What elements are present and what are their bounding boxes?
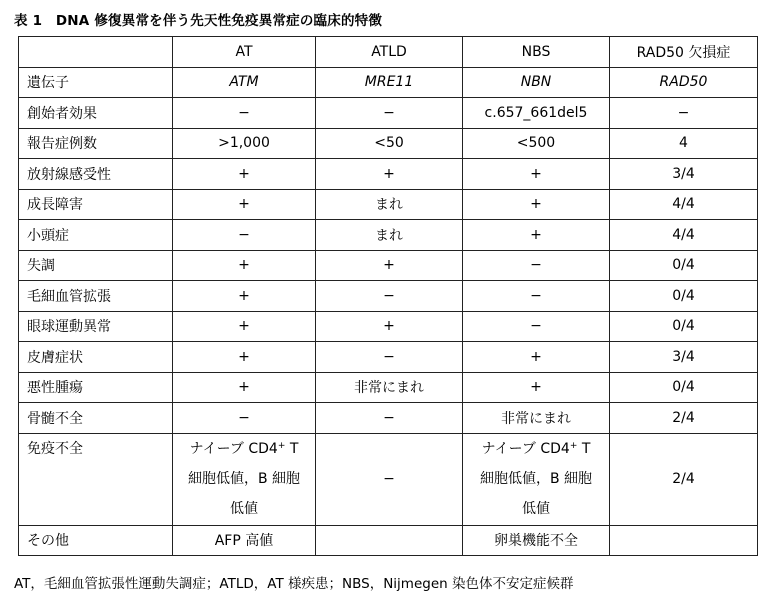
cell-nbs: − xyxy=(463,311,610,342)
table-row xyxy=(19,311,758,342)
cell-rad50: − xyxy=(610,98,758,129)
table-row xyxy=(19,342,758,373)
table-row xyxy=(19,250,758,281)
immuno-at-line3: 低値 xyxy=(230,501,258,517)
cell-nbs: − xyxy=(463,281,610,312)
cell-at: + xyxy=(173,250,316,281)
cell-atld: − xyxy=(316,403,463,434)
table-row xyxy=(19,189,758,220)
table-row xyxy=(19,98,758,129)
cell-at: + xyxy=(173,159,316,190)
table-footnote: AT，毛細血管拡張性運動失調症；ATLD，AT 様疾患；NBS，Nijmegen 染色体不安定症候群 xyxy=(14,576,574,592)
cell-rad50: 0/4 xyxy=(610,372,758,403)
cell-nbs: + xyxy=(463,220,610,251)
immuno-at-line1: ナイーブ CD4+ T xyxy=(189,441,299,457)
cell-atld: − xyxy=(316,98,463,129)
row-label: 毛細血管拡張 xyxy=(19,281,173,312)
table-row xyxy=(19,67,758,98)
cell-atld: − xyxy=(316,281,463,312)
cell-at xyxy=(173,433,316,525)
cell-nbs: + xyxy=(463,342,610,373)
table-row xyxy=(19,281,758,312)
cell-atld: まれ xyxy=(316,189,463,220)
cell-at: AFP 高値 xyxy=(173,525,316,556)
row-label: 失調 xyxy=(19,250,173,281)
cell-rad50: 4/4 xyxy=(610,189,758,220)
row-label: 小頭症 xyxy=(19,220,173,251)
table-row xyxy=(19,220,758,251)
header-nbs: NBS xyxy=(463,37,610,68)
cell-at: − xyxy=(173,220,316,251)
row-label: 放射線感受性 xyxy=(19,159,173,190)
cell-nbs: + xyxy=(463,189,610,220)
cell-nbs: c.657_661del5 xyxy=(463,98,610,129)
table-row xyxy=(19,159,758,190)
cell-rad50: 0/4 xyxy=(610,281,758,312)
row-label: 皮膚症状 xyxy=(19,342,173,373)
table-row-immunodeficiency xyxy=(19,433,758,525)
cell-atld: + xyxy=(316,250,463,281)
row-label: 報告症例数 xyxy=(19,128,173,159)
cell-rad50: 2/4 xyxy=(610,433,758,525)
table-row xyxy=(19,403,758,434)
header-at: AT xyxy=(173,37,316,68)
header-blank xyxy=(19,37,173,68)
row-label: 遺伝子 xyxy=(19,67,173,98)
cell-nbs: + xyxy=(463,159,610,190)
cell-nbs: + xyxy=(463,372,610,403)
cell-rad50: RAD50 xyxy=(610,67,758,98)
cell-at: + xyxy=(173,342,316,373)
cell-nbs: NBN xyxy=(463,67,610,98)
cell-atld: − xyxy=(316,433,463,525)
row-label: 眼球運動異常 xyxy=(19,311,173,342)
cell-at: + xyxy=(173,281,316,312)
immuno-nbs-line3: 低値 xyxy=(522,501,550,517)
clinical-features-table xyxy=(18,36,758,556)
table-row xyxy=(19,128,758,159)
cell-atld xyxy=(316,525,463,556)
row-label: 免疫不全 xyxy=(19,433,173,525)
cell-rad50 xyxy=(610,525,758,556)
table-row-other xyxy=(19,525,758,556)
cell-rad50: 0/4 xyxy=(610,250,758,281)
cell-atld: 非常にまれ xyxy=(316,372,463,403)
table-row xyxy=(19,372,758,403)
table-header-row xyxy=(19,37,758,68)
cell-at: − xyxy=(173,403,316,434)
cell-atld: + xyxy=(316,159,463,190)
cell-at: >1,000 xyxy=(173,128,316,159)
table-title: 表 1 DNA 修復異常を伴う先天性免疫異常症の臨床的特徴 xyxy=(14,13,383,29)
cell-nbs xyxy=(463,433,610,525)
cell-rad50: 4/4 xyxy=(610,220,758,251)
header-rad50: RAD50 欠損症 xyxy=(610,37,758,68)
cell-atld: まれ xyxy=(316,220,463,251)
cell-rad50: 3/4 xyxy=(610,342,758,373)
cell-rad50: 4 xyxy=(610,128,758,159)
immuno-nbs-line1: ナイーブ CD4+ T xyxy=(481,441,591,457)
row-label: その他 xyxy=(19,525,173,556)
cell-at: + xyxy=(173,311,316,342)
cell-at: + xyxy=(173,372,316,403)
row-label: 骨髄不全 xyxy=(19,403,173,434)
cell-nbs: 卵巣機能不全 xyxy=(463,525,610,556)
cell-atld: − xyxy=(316,342,463,373)
immuno-at-line2: 細胞低値，B 細胞 xyxy=(187,471,301,487)
immuno-nbs-line2: 細胞低値，B 細胞 xyxy=(479,471,593,487)
cell-rad50: 3/4 xyxy=(610,159,758,190)
cell-nbs: <500 xyxy=(463,128,610,159)
header-atld: ATLD xyxy=(316,37,463,68)
cell-at: + xyxy=(173,189,316,220)
cell-nbs: − xyxy=(463,250,610,281)
cell-atld: MRE11 xyxy=(316,67,463,98)
cell-rad50: 0/4 xyxy=(610,311,758,342)
cell-at: ATM xyxy=(173,67,316,98)
cell-atld: + xyxy=(316,311,463,342)
cell-at: − xyxy=(173,98,316,129)
cell-atld: <50 xyxy=(316,128,463,159)
row-label: 創始者効果 xyxy=(19,98,173,129)
cell-rad50: 2/4 xyxy=(610,403,758,434)
cell-nbs: 非常にまれ xyxy=(463,403,610,434)
row-label: 悪性腫瘍 xyxy=(19,372,173,403)
row-label: 成長障害 xyxy=(19,189,173,220)
